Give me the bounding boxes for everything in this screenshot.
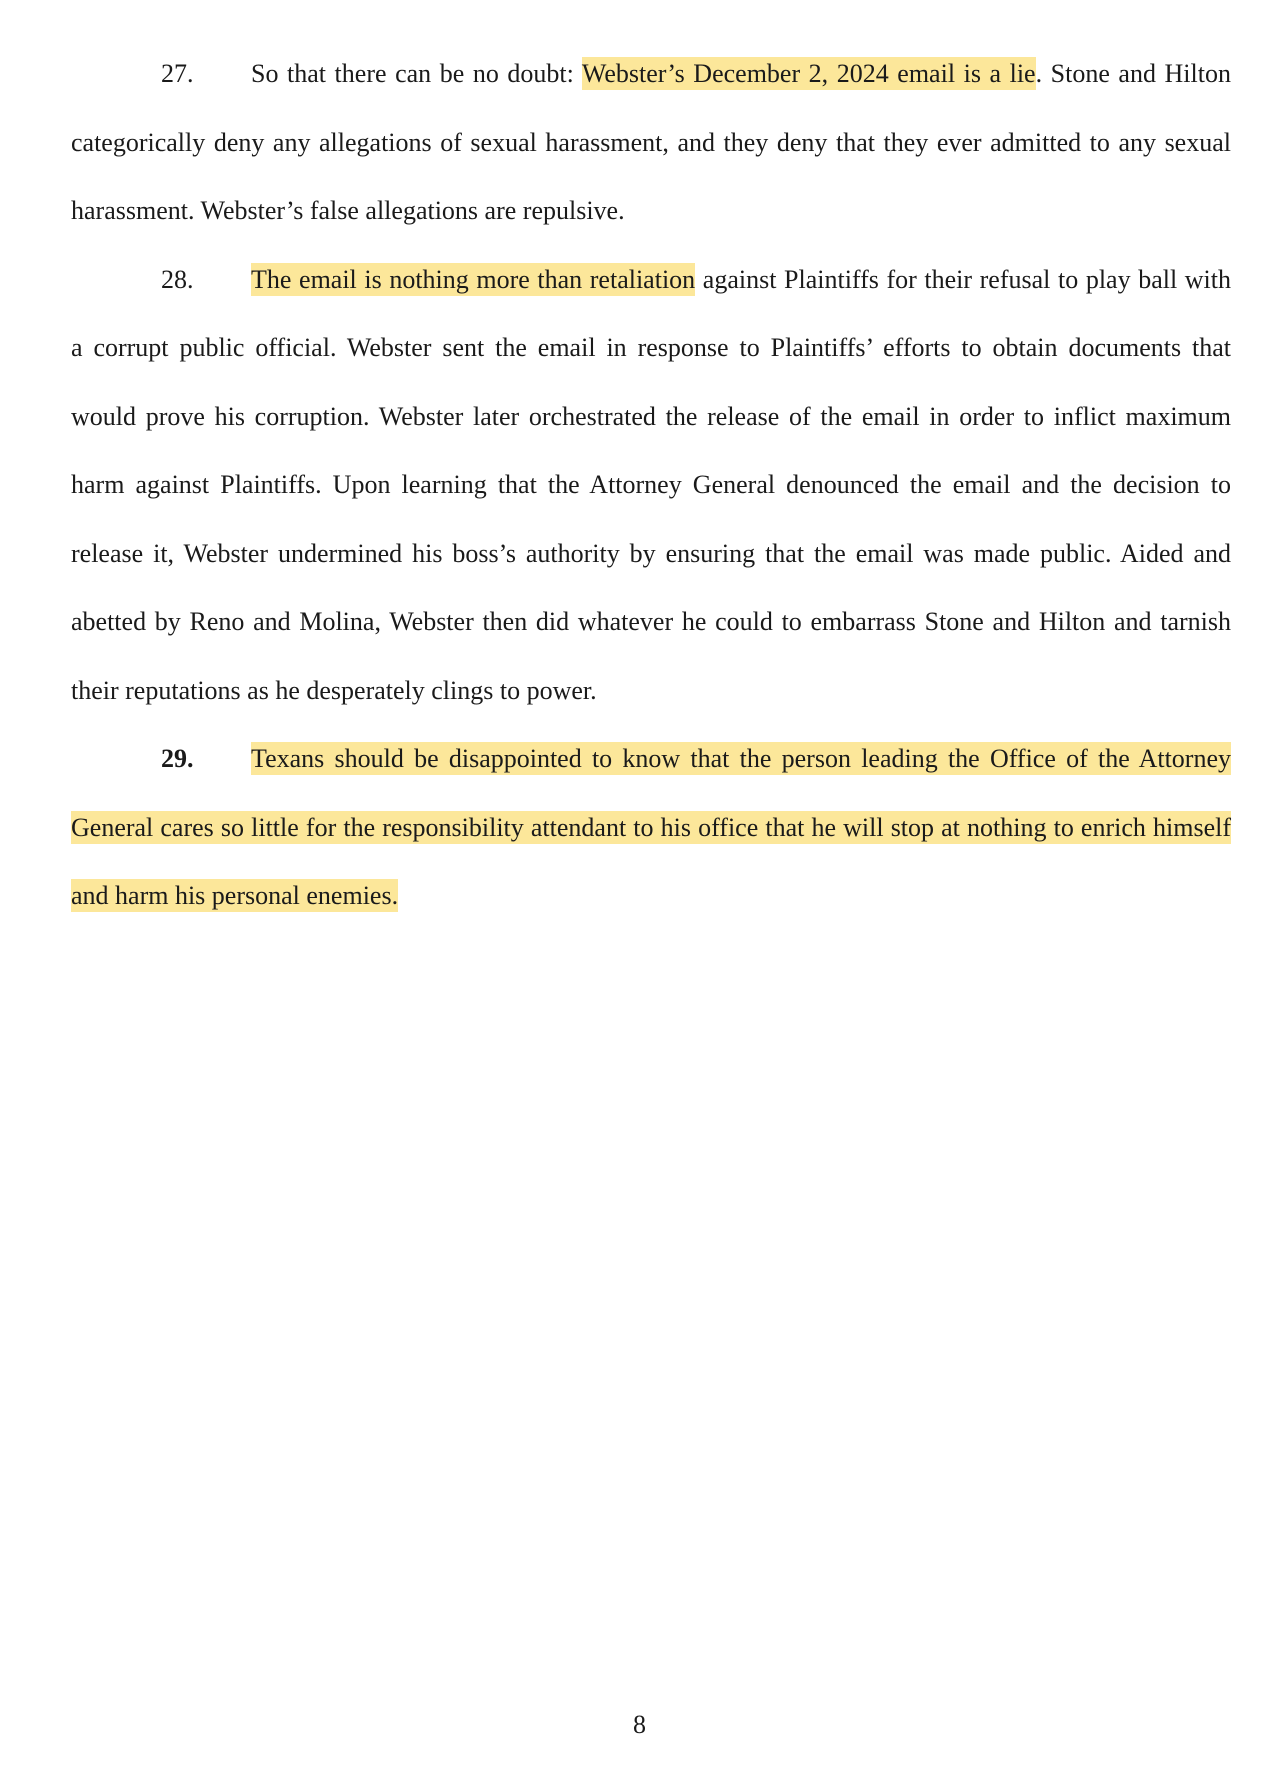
paragraph-text: So that there can be no doubt: (251, 59, 582, 88)
highlighted-text: The email is nothing more than retaliation (251, 264, 696, 294)
paragraph-number: 28. (161, 264, 194, 294)
highlighted-text: Texans should be disappointed to know that the person leading the Office of the Attorney General cares so little for the responsibility attendant to his office that he will stop at nothing to enrich himself and harm his personal enemies. (71, 744, 1231, 910)
highlighted-text: Webster’s December 2, 2024 email is a lie (581, 59, 1036, 88)
paragraph-29 (71, 725, 1231, 931)
paragraph-text: . Stone and Hilton categorically deny any allegations of sexual harassment, and they deny that they ever admitted to any sexual harassment. Webster’s false allegations are repulsive. (71, 59, 1231, 225)
paragraph-28 (71, 246, 1231, 726)
paragraph-number: 29. (161, 744, 194, 773)
page-number: 8 (633, 1710, 646, 1739)
paragraph-27 (71, 40, 1231, 246)
paragraph-number: 27. (161, 59, 194, 88)
document-body (71, 40, 1231, 931)
paragraph-text: against Plaintiffs for their refusal to play ball with a corrupt public official. Webster sent the email in response to Plaintiffs’ efforts to obtain documents that would prove his corruption. Webster later orchestrated the release of the email in order to inflict maximum harm against Plaintiffs. Upon learning that the Attorney General denounced the email and the decision to release it, Webster undermined his boss’s authority by ensuring that the email was made public. Aided and abetted by Reno and Molina, Webster then did whatever he could to embarrass Stone and Hilton and tarnish their reputations as he desperately clings to power. (71, 264, 1232, 705)
